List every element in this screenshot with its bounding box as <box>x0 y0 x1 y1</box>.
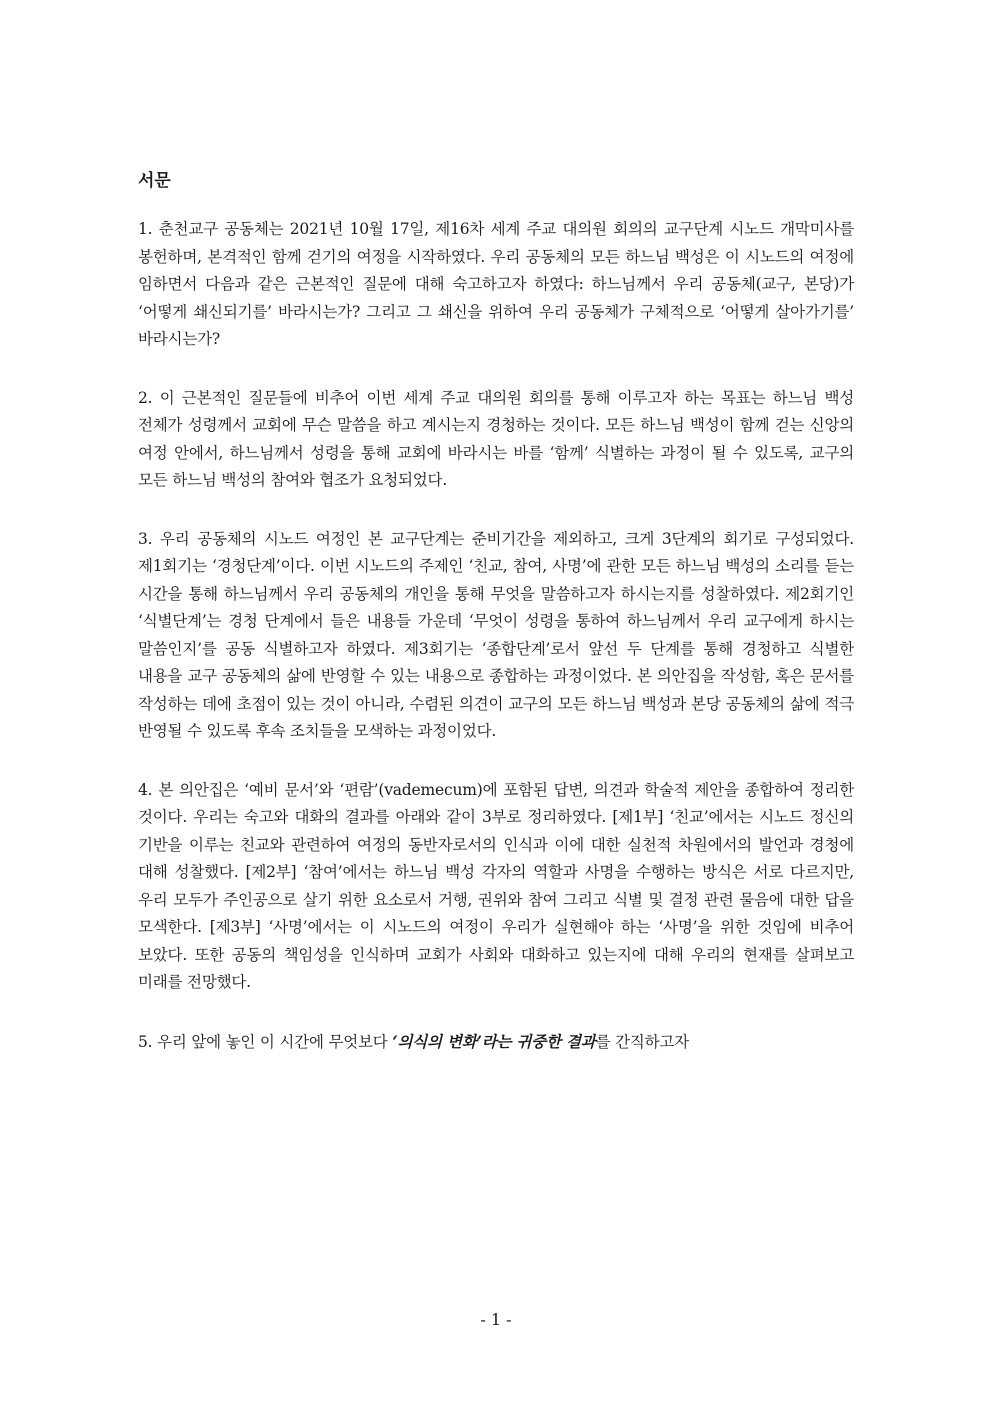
paragraph-4: 4. 본 의안집은 ‘예비 문서’와 ‘편람’(vademecum)에 포함된 답변, 의견과 학술적 제안을 종합하여 정리한 것이다. 우리는 숙고와 대화의 결과를 아래와 같이 3부로 정리하였다. [제1부] ‘친교’에서는 시노드 정신의 기반을 이루는 친교와 관련하여 여정의 동반자로서의 인식과 이에 대한 실천적 차원에서의 발언과 경청에 대해 성찰했다. [제2부] ‘참여’에서는 하느님 백성 각자의 역할과 사명을 수행하는 방식은 서로 다르지만, 우리 모두가 주인공으로 살기 위한 요소로서 거행, 권위와 참여 그리고 식별 및 결정 관련 물음에 대한 답을 모색한다. [제3부] ‘사명’에서는 이 시노드의 여정이 우리가 실현해야 하는 ‘사명’을 위한 것임에 비추어 보았다. 또한 공동의 책임성을 인식하며 교회가 사회와 대화하고 있는지에 대해 우리의 현재를 살펴보고 미래를 전망했다. <box>138 780 854 991</box>
paragraph-5-tail: 를 간직하고자 <box>595 1032 689 1051</box>
paragraph-5-lead: 5. 우리 앞에 놓인 이 시간에 무엇보다 <box>138 1032 393 1051</box>
paragraph-3: 3. 우리 공동체의 시노드 여정인 본 교구단계는 준비기간을 제외하고, 크게 3단계의 회기로 구성되었다. 제1회기는 ‘경청단계’이다. 이번 시노드의 주제인 ‘친교, 참여, 사명’에 관한 모든 하느님 백성의 소리를 듣는 시간을 통해 하느님께서 우리 공동체의 개인을 통해 무엇을 말씀하고자 하시는지를 성찰하였다. 제2회기인 ‘식별단계’는 경청 단계에서 들은 내용들 가운데 ‘무엇이 성령을 통하여 하느님께서 우리 교구에게 하시는 말씀인지’를 공동 식별하고자 하였다. 제3회기는 ‘종합단계’로서 앞선 두 단계를 통해 경청하고 식별한 내용을 교구 공동체의 삶에 반영할 수 있는 내용으로 종합하는 과정이었다. 본 의안집을 작성함, 혹은 문서를 작성하는 데에 초점이 있는 것이 아니라, 수렴된 의견이 교구의 모든 하느님 백성과 본당 공동체의 삶에 적극 반영될 수 있도록 후속 조치들을 모색하는 과정이었다. <box>138 529 854 740</box>
paragraph-5 <box>138 1028 854 1057</box>
paragraph-2: 2. 이 근본적인 질문들에 비추어 이번 세계 주교 대의원 회의를 통해 이루고자 하는 목표는 하느님 백성 전체가 성령께서 교회에 무슨 말씀을 하고 계시는지 경청하는 것이다. 모든 하느님 백성이 함께 걷는 신앙의 여정 안에서, 하느님께서 성령을 통해 교회에 바라시는 바를 ‘함께’ 식별하는 과정이 될 수 있도록, 교구의 모든 하느님 백성의 참여와 협조가 요청되었다. <box>138 388 854 489</box>
section-heading: 서문 <box>138 171 171 191</box>
page-number: - 1 - <box>480 1310 512 1329</box>
paragraph-1: 1. 춘천교구 공동체는 2021년 10월 17일, 제16차 세계 주교 대의원 회의의 교구단계 시노드 개막미사를 봉헌하며, 본격적인 함께 걷기의 여정을 시작하였다. 우리 공동체의 모든 하느님 백성은 이 시노드의 여정에 임하면서 다음과 같은 근본적인 질문에 대해 숙고하고자 하였다: 하느님께서 우리 공동체(교구, 본당)가 ‘어떻게 쇄신되기를’ 바라시는가? 그리고 그 쇄신을 위하여 우리 공동체가 구체적으로 ‘어떻게 살아가기를’ 바라시는가? <box>138 220 854 348</box>
paragraph-5-emphasis: ‘의식의 변화’라는 귀중한 결과 <box>392 1031 596 1051</box>
body-text <box>138 216 854 1087</box>
